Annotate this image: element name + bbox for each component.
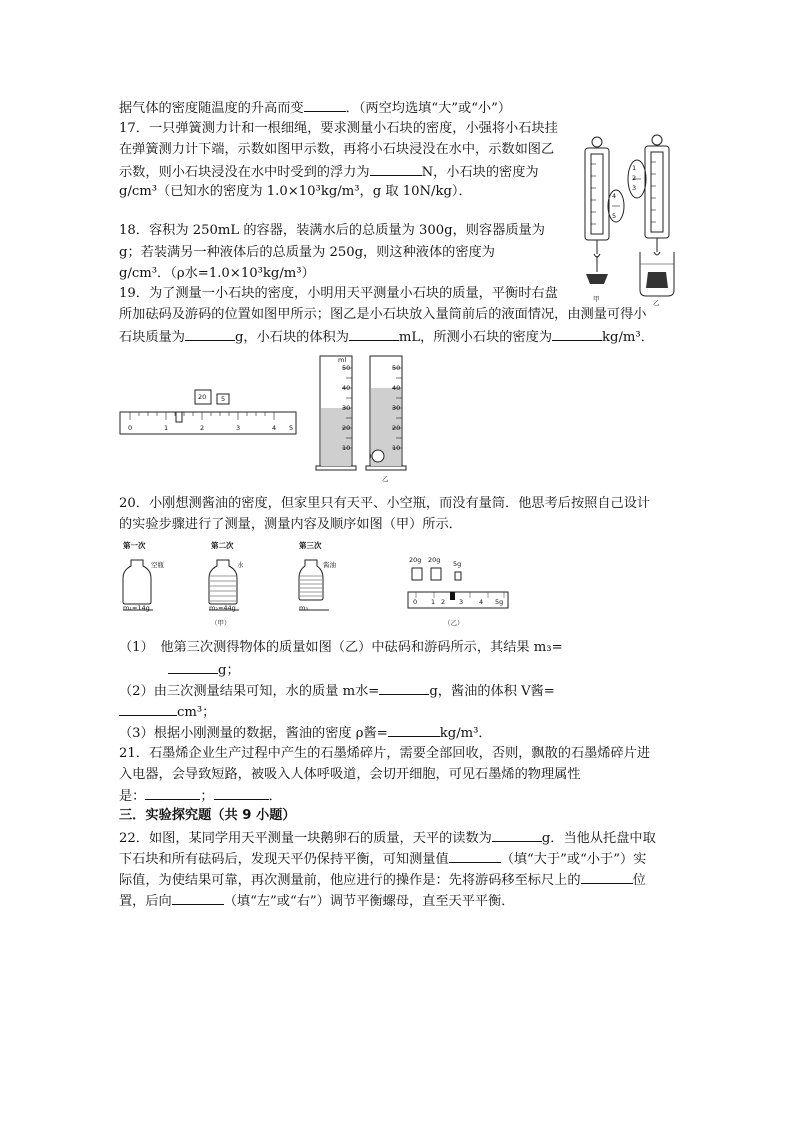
- q17-window-digit-1: 1: [632, 164, 637, 172]
- q17-spring-scale-figure: [576, 134, 686, 306]
- q20-bottles-figure: [119, 538, 519, 636]
- q17-line-4: g/cm³（已知水的密度为 1.0×10³kg/m³，g 取 10N/kg）．: [119, 184, 472, 199]
- q20-part1-line: （1） 他第三次测得物体的质量如图（乙）中砝码和游码所示，其结果 m₃=: [119, 640, 563, 655]
- section-3-heading: 三．实验探究题（共 9 小题）: [119, 808, 296, 823]
- q19-cyl2-10: 10: [392, 444, 401, 452]
- q19-text-3c: mL，所测小石块的密度为: [398, 330, 553, 345]
- q16-note: ．（两空均选填“大”或“小”）: [345, 101, 512, 116]
- q20-part2-text-a: （2）由三次测量结果可知，水的质量 m水=: [119, 684, 380, 699]
- q22-blank-compare[interactable]: [449, 850, 501, 863]
- q21-text-3a: 是：: [119, 789, 146, 804]
- q17-label-yi: 乙: [653, 299, 660, 307]
- q20-ruler-2: 2: [441, 598, 446, 606]
- q20-part3-text: （3）根据小刚测量的数据，酱油的密度 ρ酱=: [119, 726, 388, 741]
- q20-label-first: 第一次: [123, 541, 146, 550]
- q20-part3-unit: kg/m³．: [439, 726, 492, 741]
- q20-line-2: 的实验步骤进行了测量，测量内容及顺序如图（甲）所示．: [119, 517, 462, 532]
- q21-text-3b: ；: [200, 789, 214, 804]
- q20-label-third: 第三次: [299, 541, 322, 550]
- q22-blank-reading[interactable]: [492, 829, 542, 842]
- q19-text-3b: g，小石块的体积为: [234, 330, 349, 345]
- q19-line-2: 所加砝码及游码的位置如图甲所示；图乙是小石块放入量筒前后的液面情况，由测量可得小: [119, 307, 647, 322]
- q16-tail-line: [119, 99, 511, 117]
- q20-ruler-3: 3: [459, 598, 464, 606]
- q21-blank-2[interactable]: [214, 787, 269, 800]
- q21-line-2: 入电器，会导致短路，被吸入人体呼吸道，会切开细胞，可见石墨烯的物理属性: [119, 767, 581, 782]
- q19-cyl2-30: 30: [392, 404, 401, 412]
- q19-cyl-50: 50: [342, 364, 351, 372]
- q19-cyl2-20: 20: [392, 424, 401, 432]
- q22-text-4a: 置，后向: [119, 894, 172, 909]
- q19-cyl-40: 40: [342, 384, 351, 392]
- q20-label-empty-bottle: 空瓶: [151, 561, 164, 569]
- q22-text-2a: 下石块和所有砝码后，发现天平仍保持平衡，可知测量值: [119, 852, 449, 867]
- q20-ruler-0: 0: [413, 598, 418, 606]
- q20-blank-m3[interactable]: [168, 661, 218, 674]
- q17-window-digit-5: 5: [612, 212, 617, 220]
- q20-label-soy: 酱油: [323, 561, 336, 569]
- q22-text-1b: g．当他从托盘中取: [541, 831, 656, 846]
- q20-ruler-4: 4: [479, 598, 484, 606]
- balance-ruler-drawing: [119, 382, 299, 444]
- q19-cylinder-figure: [312, 352, 412, 482]
- q20-ruler-5: 5g: [495, 598, 504, 606]
- q20-part1-unit: g；: [218, 663, 240, 678]
- q19-cyl-30: 30: [342, 404, 351, 412]
- q19-cyl2-40: 40: [392, 384, 401, 392]
- q17-window-digit-3: 3: [632, 184, 637, 192]
- q22-text-4b: （填“左”或“右”）调节平衡螺母，直至天平平衡．: [223, 894, 515, 909]
- q20-ruler-1: 1: [431, 598, 436, 606]
- q19-cyl-10: 10: [342, 444, 351, 452]
- q17-line-1: 17．一只弹簧测力计和一根细绳，要求测量小石块的密度，小强将小石块挂: [119, 121, 558, 136]
- q17-window-digit-2: 2: [632, 174, 637, 182]
- q20-part3-line: [119, 724, 492, 742]
- q17-window-digit-4: 4: [612, 192, 617, 200]
- q19-ruler-1: 1: [164, 424, 169, 432]
- q20-label-second: 第二次: [211, 541, 234, 550]
- q19-weight-5: 5: [221, 395, 226, 403]
- q20-label-m3: m₃: [299, 604, 308, 612]
- q17-line-3: [119, 163, 539, 181]
- q19-weight-20: 20: [198, 393, 207, 401]
- q19-balance-ruler-figure: [119, 382, 299, 444]
- q22-text-3b: 位: [632, 873, 646, 888]
- q21-blank-1[interactable]: [145, 787, 200, 800]
- q22-text-2b: （填“大于”或“小于”）实: [500, 852, 647, 867]
- q19-blank-volume[interactable]: [349, 328, 399, 341]
- q22-line-1: [119, 829, 656, 847]
- q19-ruler-2: 2: [200, 424, 205, 432]
- q16-blank[interactable]: [304, 99, 346, 112]
- q22-text-1a: 22．如图，某同学用天平测量一块鹅卵石的质量，天平的读数为: [119, 831, 492, 846]
- q20-weight-5g: 5g: [453, 560, 462, 568]
- q20-part1-answer: [168, 661, 240, 679]
- q22-line-2: [119, 850, 646, 868]
- q19-cyl-20: 20: [342, 424, 351, 432]
- q18-line-2: g；若装满另一种液体后的总质量为 250g，则这种液体的密度为: [119, 245, 495, 260]
- q20-part2-answer: [119, 703, 215, 721]
- q18-line-3: g/cm³．（ρ水=1.0×10³kg/m³）: [119, 266, 315, 281]
- q20-weight-20g-b: 20g: [428, 556, 441, 564]
- q17-text-3b: N，小石块的密度为: [421, 165, 539, 180]
- q21-text-3c: ．: [268, 789, 282, 804]
- q20-label-m2: m₂=44g: [209, 604, 236, 612]
- q20-caption-yi: （乙）: [444, 619, 464, 627]
- q20-caption-jia: （甲）: [211, 619, 231, 627]
- q22-line-4: [119, 892, 514, 910]
- q22-blank-position[interactable]: [581, 871, 633, 884]
- q19-text-3a: 石块质量为: [119, 330, 185, 345]
- q20-part2-unit: cm³；: [177, 705, 216, 720]
- q19-ruler-4: 4: [272, 424, 277, 432]
- q19-text-3d: kg/m³．: [602, 330, 654, 345]
- q20-part2-text-b: g，酱油的体积 V酱=: [429, 684, 555, 699]
- q17-blank-buoyancy[interactable]: [370, 163, 422, 176]
- q20-blank-soy-volume[interactable]: [119, 703, 177, 716]
- q20-weight-20g-a: 20g: [409, 556, 422, 564]
- q20-blank-water-mass[interactable]: [379, 682, 429, 695]
- q22-text-3a: 际值，为使结果可靠，再次测量前，他应进行的操作是：先将游码移至标尺上的: [119, 873, 581, 888]
- q20-part2-line: [119, 682, 555, 700]
- q20-label-water: 水: [237, 561, 244, 569]
- q19-cyl2-50: 50: [392, 364, 401, 372]
- q19-label-yi: 乙: [382, 475, 389, 483]
- q19-blank-density[interactable]: [552, 328, 602, 341]
- spring-scale-drawing: [576, 134, 686, 306]
- q19-ruler-3: 3: [236, 424, 241, 432]
- q18-line-1: 18．容积为 250mL 的容器，装满水后的总质量为 300g，则容器质量为: [119, 223, 545, 238]
- q19-line-3: [119, 328, 654, 346]
- q19-ruler-0: 0: [128, 424, 133, 432]
- q20-label-m1: m₁=14g: [123, 604, 150, 612]
- q22-blank-direction[interactable]: [172, 892, 224, 905]
- q17-line-2: 在弹簧测力计下端，示数如图甲示数，再将小石块浸没在水中，示数如图乙: [119, 142, 555, 157]
- q22-line-3: [119, 871, 646, 889]
- q17-text-3a: 示数，则小石块浸没在水中时受到的浮力为: [119, 165, 370, 180]
- q20-line-1: 20．小刚想测酱油的密度，但家里只有天平、小空瓶，而没有量筒．他思考后按照自己设计: [119, 496, 651, 511]
- q16-text: 据气体的密度随温度的升高而变: [119, 101, 304, 116]
- q21-line-3: [119, 787, 282, 805]
- q19-cyl-unit: ml: [338, 356, 347, 364]
- q19-blank-mass[interactable]: [185, 328, 235, 341]
- q20-blank-soy-density[interactable]: [388, 724, 440, 737]
- q17-label-jia: 甲: [593, 295, 600, 303]
- q21-line-1: 21．石墨烯企业生产过程中产生的石墨烯碎片，需要全部回收，否则，飘散的石墨烯碎片进: [119, 746, 651, 761]
- q19-ruler-5: 5: [289, 424, 294, 432]
- q19-line-1: 19．为了测量一小石块的密度，小明用天平测量小石块的质量，平衡时右盘: [119, 286, 558, 301]
